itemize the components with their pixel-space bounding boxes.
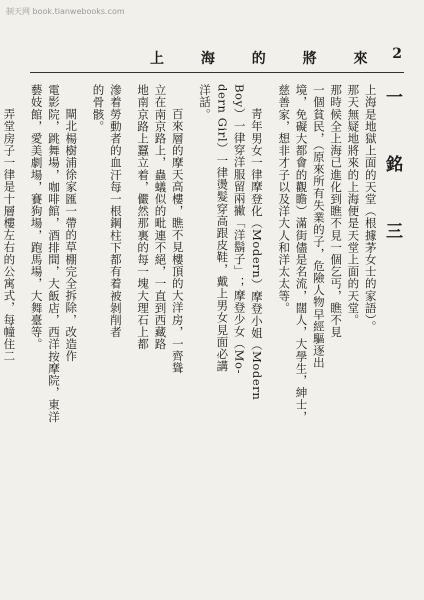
text-line: 滲着勞動者的血汗每一根鋼柱下都有着被剝削者 [108, 84, 123, 339]
paragraph-gap [186, 84, 196, 574]
text-line: 洋話。 [198, 84, 213, 121]
running-head: 上 海 的 將 來 [150, 51, 384, 67]
text-line: 靑年男女一律摩登化（Modern）摩登小姐（Modern [249, 108, 264, 401]
text-line: 百來層的摩天高樓，瞧不見樓頂的大洋房，一齊聳 [170, 108, 185, 375]
text-line: 上海是地獄上面的天堂（根據茅女士的家語）。 [363, 84, 378, 333]
paragraph-gap [124, 84, 134, 574]
paragraph-gap [265, 84, 275, 574]
text-line: 電影院，跳舞場，咖啡館，酒排間，大飯店，西洋按摩院，東洋 [46, 84, 61, 423]
text-line: 的骨骸。 [91, 84, 106, 133]
text-line: 境，免礙大都會的觀瞻）滿街儘是名流，闊人，大學生，紳士， [294, 84, 309, 423]
text-line: dern Girl）一律燙髮穿高跟皮鞋，戴上男女見面必講 [215, 84, 230, 373]
text-line: 藝妓館，愛美劇場，賽狗場，跑馬場，大舞臺等。 [29, 84, 44, 351]
text-line: 立在南京路上，蟲蟻似的毗連不絕，一直到西藏路 [153, 84, 168, 351]
text-line: 那時候全上海已進化到瞧不見一個乞丐，瞧不見 [329, 84, 344, 339]
text-line: 慈善家，想非才子以及洋大人和洋太太等。 [277, 84, 292, 314]
watermark: 制天网 book.tianwebooks.com [6, 7, 125, 16]
section-title: 一 銘 三 [382, 88, 402, 261]
paragraph-gap [17, 84, 27, 574]
text-line: 弄堂房子一律是十層樓左右的公寓式，每幢住二 [2, 108, 17, 363]
text-line: 閘北楊樹浦徐家匯一帶的草棚完全拆除，改造作 [64, 108, 79, 363]
body-text [2, 84, 402, 574]
header-rule [30, 72, 404, 73]
text-line: 地南京路上蠶立着，儼然那裏的每一塊大理石上都 [136, 84, 151, 351]
text-line: Boy）一律穿洋服留兩撇「洋鬍子」；摩登少女（Mo- [232, 84, 247, 375]
page-number: 2 [392, 46, 402, 62]
text-line: 那天無疑地將來的上海便是天堂上面的天堂。 [346, 84, 361, 326]
text-line: 一個貧民，（原來所有失業的子，危險人物早經驅逐出 [311, 84, 326, 369]
paragraph-gap [79, 84, 89, 574]
